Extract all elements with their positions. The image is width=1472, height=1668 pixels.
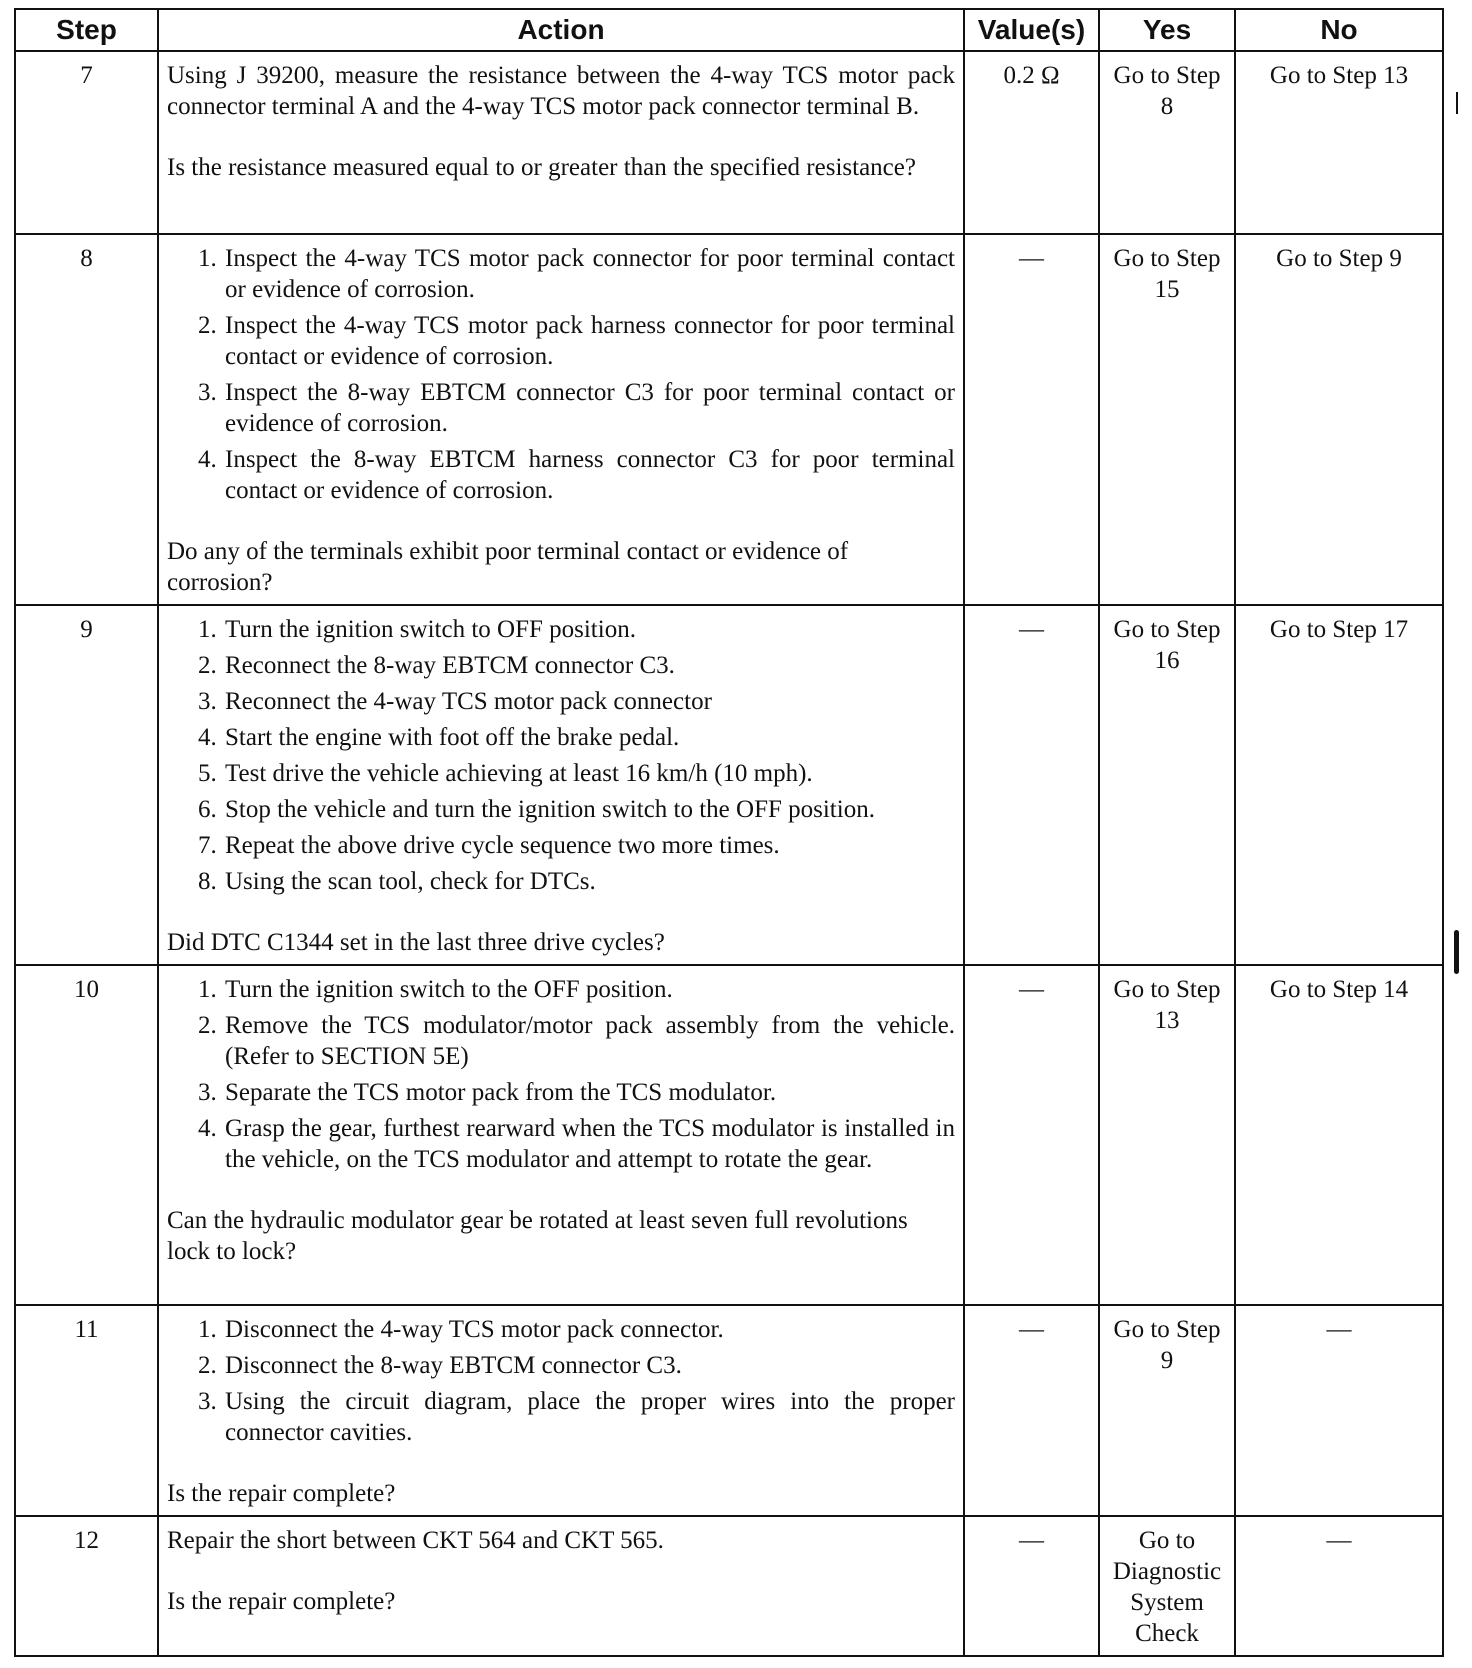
list-item: 4. Inspect the 8-way EBTCM harness connector C3 for poor terminal contact or evidence of corrosion. xyxy=(223,444,955,506)
no-cell: Go to Step 9 xyxy=(1235,234,1443,605)
action-intro: Using J 39200, measure the resistance between the 4-way TCS motor pack connector terminal A and the 4-way TCS motor pack connector terminal B. xyxy=(167,62,955,120)
no-cell: Go to Step 13 xyxy=(1235,51,1443,234)
list-item: 3. Using the circuit diagram, place the proper wires into the proper connector cavities. xyxy=(223,1386,955,1448)
value-cell: — xyxy=(964,234,1099,605)
list-item: 1. Turn the ignition switch to OFF position. xyxy=(223,614,955,645)
action-cell xyxy=(158,605,964,965)
header-no: No xyxy=(1235,9,1443,51)
action-cell xyxy=(158,234,964,605)
no-cell: Go to Step 17 xyxy=(1235,605,1443,965)
action-cell xyxy=(158,1305,964,1516)
value-cell: — xyxy=(964,605,1099,965)
step-number: 12 xyxy=(15,1516,158,1656)
value-cell: 0.2 Ω xyxy=(964,51,1099,234)
list-item: 2. Inspect the 4-way TCS motor pack harness connector for poor terminal contact or evidence of corrosion. xyxy=(223,310,955,372)
no-cell: — xyxy=(1235,1305,1443,1516)
table-row xyxy=(15,51,1443,234)
list-item: 4. Start the engine with foot off the brake pedal. xyxy=(223,722,955,753)
action-steps-list xyxy=(167,243,955,506)
value-cell: — xyxy=(964,965,1099,1305)
yes-cell: Go to Step 9 xyxy=(1099,1305,1235,1516)
action-cell xyxy=(158,1516,964,1656)
action-question: Is the resistance measured equal to or greater than the specified resistance? xyxy=(167,154,916,181)
list-item: 7. Repeat the above drive cycle sequence two more times. xyxy=(223,830,955,861)
yes-cell: Go to Diagnostic System Check xyxy=(1099,1516,1235,1656)
yes-cell: Go to Step 15 xyxy=(1099,234,1235,605)
action-cell xyxy=(158,51,964,234)
action-question: Do any of the terminals exhibit poor terminal contact or evidence of corrosion? xyxy=(167,538,849,596)
step-number: 10 xyxy=(15,965,158,1305)
table-row xyxy=(15,234,1443,605)
step-number: 11 xyxy=(15,1305,158,1516)
no-cell: Go to Step 14 xyxy=(1235,965,1443,1305)
list-item: 3. Inspect the 8-way EBTCM connector C3 for poor terminal contact or evidence of corrosion. xyxy=(223,377,955,439)
action-question: Is the repair complete? xyxy=(167,1588,396,1615)
action-steps-list xyxy=(167,614,955,897)
list-item: 5. Test drive the vehicle achieving at least 16 km/h (10 mph). xyxy=(223,758,955,789)
list-item: 8. Using the scan tool, check for DTCs. xyxy=(223,866,955,897)
header-step: Step xyxy=(15,9,158,51)
action-intro: Repair the short between CKT 564 and CKT 565. xyxy=(167,1527,664,1554)
diagnostic-table-page xyxy=(14,8,1442,1657)
table-header-row xyxy=(15,9,1443,51)
margin-mark xyxy=(1456,92,1458,114)
list-item: 1. Disconnect the 4-way TCS motor pack connector. xyxy=(223,1314,955,1345)
yes-cell: Go to Step 13 xyxy=(1099,965,1235,1305)
header-values: Value(s) xyxy=(964,9,1099,51)
yes-cell: Go to Step 8 xyxy=(1099,51,1235,234)
step-number: 7 xyxy=(15,51,158,234)
value-cell: — xyxy=(964,1305,1099,1516)
action-steps-list xyxy=(167,974,955,1175)
header-action: Action xyxy=(158,9,964,51)
list-item: 1. Inspect the 4-way TCS motor pack connector for poor terminal contact or evidence of corrosion. xyxy=(223,243,955,305)
action-question: Can the hydraulic modulator gear be rotated at least seven full revolutions lock to lock? xyxy=(167,1207,908,1265)
diagnostic-table xyxy=(14,8,1444,1657)
header-yes: Yes xyxy=(1099,9,1235,51)
table-row xyxy=(15,1305,1443,1516)
list-item: 2. Remove the TCS modulator/motor pack assembly from the vehicle. (Refer to SECTION 5E) xyxy=(223,1010,955,1072)
action-cell xyxy=(158,965,964,1305)
list-item: 1. Turn the ignition switch to the OFF position. xyxy=(223,974,955,1005)
list-item: 6. Stop the vehicle and turn the ignition switch to the OFF position. xyxy=(223,794,955,825)
step-number: 9 xyxy=(15,605,158,965)
step-number: 8 xyxy=(15,234,158,605)
yes-cell: Go to Step 16 xyxy=(1099,605,1235,965)
table-row xyxy=(15,1516,1443,1656)
margin-mark xyxy=(1454,930,1459,974)
action-question: Did DTC C1344 set in the last three drive cycles? xyxy=(167,929,665,956)
list-item: 4. Grasp the gear, furthest rearward when the TCS modulator is installed in the vehicle, on the TCS modulator and attempt to rotate the gear. xyxy=(223,1113,955,1175)
action-question: Is the repair complete? xyxy=(167,1480,396,1507)
action-steps-list xyxy=(167,1314,955,1448)
table-row xyxy=(15,605,1443,965)
value-cell: — xyxy=(964,1516,1099,1656)
list-item: 3. Reconnect the 4-way TCS motor pack connector xyxy=(223,686,955,717)
table-row xyxy=(15,965,1443,1305)
list-item: 3. Separate the TCS motor pack from the TCS modulator. xyxy=(223,1077,955,1108)
no-cell: — xyxy=(1235,1516,1443,1656)
list-item: 2. Disconnect the 8-way EBTCM connector C3. xyxy=(223,1350,955,1381)
list-item: 2. Reconnect the 8-way EBTCM connector C3. xyxy=(223,650,955,681)
